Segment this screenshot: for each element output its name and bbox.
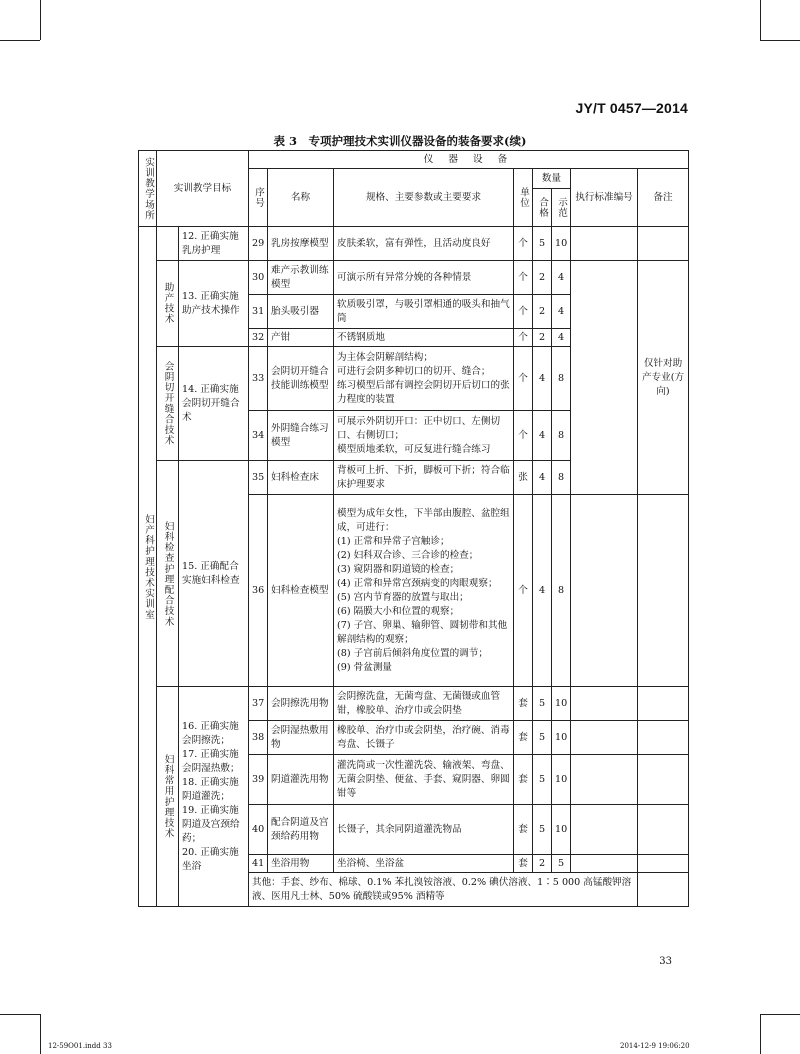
header-row bbox=[139, 151, 689, 169]
unit-cell: 套 bbox=[514, 755, 533, 805]
exec-standard-cell bbox=[571, 687, 638, 721]
demo-cell: 8 bbox=[552, 461, 571, 495]
unit-cell: 套 bbox=[514, 855, 533, 873]
qty-cell: 5 bbox=[533, 721, 552, 755]
seq-cell: 37 bbox=[249, 687, 268, 721]
table-row bbox=[139, 261, 689, 295]
goal-cell: 14. 正确实施会阴切开缝合术 bbox=[179, 347, 249, 461]
unit-cell: 套 bbox=[514, 805, 533, 855]
goal-cell: 12. 正确实施乳房护理 bbox=[179, 227, 249, 261]
spec-cell: 会阴擦洗盘，无菌弯盘、无菌镊或血管钳，橡胶单、治疗巾或会阴垫 bbox=[334, 687, 514, 721]
col-header-exec-standard: 执行标准编号 bbox=[571, 169, 638, 227]
seq-cell: 29 bbox=[249, 227, 268, 261]
remark-cell bbox=[638, 721, 689, 755]
qty-cell: 2 bbox=[533, 329, 552, 347]
crop-mark bbox=[40, 0, 41, 40]
unit-cell: 个 bbox=[514, 347, 533, 411]
seq-cell: 35 bbox=[249, 461, 268, 495]
spec-cell: 软质吸引罩，与吸引罩相通的吸头和抽气筒 bbox=[334, 295, 514, 329]
seq-cell: 36 bbox=[249, 495, 268, 687]
demo-cell: 10 bbox=[552, 721, 571, 755]
spec-cell: 可展示外阴切开口：正中切口、左侧切口、右侧切口； 模型质地柔软，可反复进行缝合练习 bbox=[334, 411, 514, 461]
seq-cell: 38 bbox=[249, 721, 268, 755]
unit-cell: 套 bbox=[514, 721, 533, 755]
seq-cell: 41 bbox=[249, 855, 268, 873]
seq-cell: 34 bbox=[249, 411, 268, 461]
col-header-equipment: 仪 器 设 备 bbox=[249, 151, 689, 169]
unit-cell: 个 bbox=[514, 411, 533, 461]
qty-cell: 2 bbox=[533, 261, 552, 295]
seq-cell: 33 bbox=[249, 347, 268, 411]
goal-cell: 13. 正确实施助产技术操作 bbox=[179, 261, 249, 347]
qty-cell: 5 bbox=[533, 755, 552, 805]
name-cell: 妇科检查床 bbox=[268, 461, 334, 495]
spec-cell: 不锈钢质地 bbox=[334, 329, 514, 347]
qty-cell: 5 bbox=[533, 805, 552, 855]
exec-standard-cell bbox=[571, 227, 638, 261]
col-header-goal: 实训教学目标 bbox=[157, 151, 249, 227]
exec-standard-cell bbox=[571, 755, 638, 805]
crop-mark bbox=[0, 1014, 40, 1015]
demo-cell: 4 bbox=[552, 261, 571, 295]
qty-cell: 2 bbox=[533, 295, 552, 329]
demo-cell: 10 bbox=[552, 755, 571, 805]
col-header-qty-demo: 示范 bbox=[552, 189, 571, 227]
goal-cell: 16. 正确实施会阴擦洗； 17. 正确实施会阴湿热敷； 18. 正确实施阴道灌洗； 19. 正确实施阴道及宫颈给药； 20. 正确实施坐浴 bbox=[179, 687, 249, 907]
name-cell: 外阴缝合练习模型 bbox=[268, 411, 334, 461]
remark-cell bbox=[638, 805, 689, 855]
name-cell: 会阴擦洗用物 bbox=[268, 687, 334, 721]
goal-cell: 15. 正确配合实施妇科检查 bbox=[179, 461, 249, 687]
remark-cell bbox=[638, 687, 689, 721]
demo-cell: 5 bbox=[552, 855, 571, 873]
unit-cell: 个 bbox=[514, 329, 533, 347]
spec-cell: 模型为成年女性，下半部由腹腔、盆腔组成，可进行： (1) 正常和异常子宫触诊； (2) 妇科双合诊、三合诊的检查； (3) 窥阴器和阴道镜的检查； (4) 正常和异常宫颈病变的肉眼观察； (5) 宫内节育器的放置与取出； (6) 隔膜大小和位置的观察； (7) 子宫、卵巢、输卵管、圆韧带和其他解剖结构的观察； (8) 子宫前后倾斜角度位置的调节； (9) 骨盆测量 bbox=[334, 495, 514, 687]
exec-standard-cell bbox=[571, 261, 638, 495]
col-header-quantity: 数量 bbox=[533, 169, 571, 189]
crop-mark bbox=[0, 40, 40, 41]
unit-cell: 套 bbox=[514, 687, 533, 721]
table-row bbox=[139, 227, 689, 261]
exec-standard-cell bbox=[638, 873, 689, 907]
spec-cell: 长镊子，其余同阴道灌洗物品 bbox=[334, 805, 514, 855]
table-caption: 表 3 专项护理技术实训仪器设备的装备要求(续) bbox=[273, 134, 527, 148]
other-note-cell: 其他：手套、纱布、棉球、0.1% 苯扎溴铵溶液、0.2% 碘伏溶液、1∶5 000 高锰酸钾溶液、医用凡士林、50% 硫酸镁或95% 酒精等 bbox=[249, 873, 638, 907]
seq-cell: 39 bbox=[249, 755, 268, 805]
qty-cell: 4 bbox=[533, 411, 552, 461]
unit-cell: 个 bbox=[514, 495, 533, 687]
unit-cell: 个 bbox=[514, 261, 533, 295]
name-cell: 坐浴用物 bbox=[268, 855, 334, 873]
remark-cell bbox=[638, 755, 689, 805]
spec-cell: 皮肤柔软，富有弹性，且活动度良好 bbox=[334, 227, 514, 261]
group-cell: 妇科常用护理技术 bbox=[157, 687, 179, 907]
demo-cell: 4 bbox=[552, 295, 571, 329]
crop-mark bbox=[760, 0, 761, 40]
seq-cell: 30 bbox=[249, 261, 268, 295]
seq-cell: 32 bbox=[249, 329, 268, 347]
col-header-seq: 序号 bbox=[249, 169, 268, 227]
demo-cell: 8 bbox=[552, 411, 571, 461]
exec-standard-cell bbox=[571, 855, 638, 873]
group-cell: 助产技术 bbox=[157, 261, 179, 347]
col-header-name: 名称 bbox=[268, 169, 334, 227]
demo-cell: 10 bbox=[552, 805, 571, 855]
demo-cell: 10 bbox=[552, 227, 571, 261]
group-cell: 会阴切开缝合技术 bbox=[157, 347, 179, 461]
col-header-remark: 备注 bbox=[638, 169, 689, 227]
name-cell: 配合阴道及宫颈给药用物 bbox=[268, 805, 334, 855]
group-cell bbox=[157, 227, 179, 261]
remark-cell: 仅针对助产专业(方向) bbox=[638, 261, 689, 495]
equipment-table bbox=[138, 150, 689, 907]
exec-standard-cell bbox=[571, 495, 638, 687]
name-cell: 阴道灌洗用物 bbox=[268, 755, 334, 805]
qty-cell: 4 bbox=[533, 461, 552, 495]
exec-standard-cell bbox=[571, 805, 638, 855]
site-cell: 妇产科护理技术实训室 bbox=[139, 227, 157, 907]
remark-cell bbox=[638, 227, 689, 261]
table-row bbox=[139, 687, 689, 721]
crop-mark bbox=[40, 1014, 41, 1054]
name-cell: 难产示教训练模型 bbox=[268, 261, 334, 295]
spec-cell: 灌洗筒或一次性灌洗袋、输液架、弯盘、无菌会阴垫、便盆、手套、窥阴器、卵圆钳等 bbox=[334, 755, 514, 805]
qty-cell: 5 bbox=[533, 227, 552, 261]
spec-cell: 坐浴椅、坐浴盆 bbox=[334, 855, 514, 873]
qty-cell: 4 bbox=[533, 495, 552, 687]
col-header-qty-practice: 合格 bbox=[533, 189, 552, 227]
qty-cell: 2 bbox=[533, 855, 552, 873]
unit-cell: 个 bbox=[514, 227, 533, 261]
unit-cell: 个 bbox=[514, 295, 533, 329]
spec-cell: 背板可上折、下折，脚板可下折；符合临床护理要求 bbox=[334, 461, 514, 495]
name-cell: 产钳 bbox=[268, 329, 334, 347]
group-cell: 妇科检查护理配合技术 bbox=[157, 461, 179, 687]
name-cell: 会阴湿热敷用物 bbox=[268, 721, 334, 755]
exec-standard-cell bbox=[571, 721, 638, 755]
demo-cell: 10 bbox=[552, 687, 571, 721]
crop-mark bbox=[760, 1014, 800, 1015]
seq-cell: 40 bbox=[249, 805, 268, 855]
name-cell: 胎头吸引器 bbox=[268, 295, 334, 329]
name-cell: 会阴切开缝合技能训练模型 bbox=[268, 347, 334, 411]
col-header-site: 实训教学场所 bbox=[139, 151, 157, 227]
qty-cell: 5 bbox=[533, 687, 552, 721]
page-number: 33 bbox=[659, 956, 672, 967]
name-cell: 乳房按摩模型 bbox=[268, 227, 334, 261]
remark-cell bbox=[638, 855, 689, 873]
unit-cell: 张 bbox=[514, 461, 533, 495]
print-timestamp: 2014-12-9 19:06:20 bbox=[620, 1042, 690, 1050]
name-cell: 妇科检查模型 bbox=[268, 495, 334, 687]
standard-code: JY/T 0457—2014 bbox=[575, 100, 688, 116]
col-header-spec: 规格、主要参数或主要要求 bbox=[334, 169, 514, 227]
spec-cell: 为主体会阴解剖结构； 可进行会阴多种切口的切开、缝合； 练习模型后部有调控会阴切开后切口的张力程度的装置 bbox=[334, 347, 514, 411]
spec-cell: 橡胶单、治疗巾或会阴垫，治疗碗、消毒弯盘、长镊子 bbox=[334, 721, 514, 755]
seq-cell: 31 bbox=[249, 295, 268, 329]
demo-cell: 8 bbox=[552, 347, 571, 411]
col-header-unit: 单位 bbox=[514, 169, 533, 227]
demo-cell: 8 bbox=[552, 495, 571, 687]
demo-cell: 4 bbox=[552, 329, 571, 347]
crop-mark bbox=[760, 1014, 761, 1054]
crop-mark bbox=[760, 40, 800, 41]
spec-cell: 可演示所有异常分娩的各种情景 bbox=[334, 261, 514, 295]
qty-cell: 4 bbox=[533, 347, 552, 411]
print-slug: 12-59O01.indd 33 bbox=[48, 1042, 112, 1050]
remark-cell bbox=[638, 495, 689, 687]
